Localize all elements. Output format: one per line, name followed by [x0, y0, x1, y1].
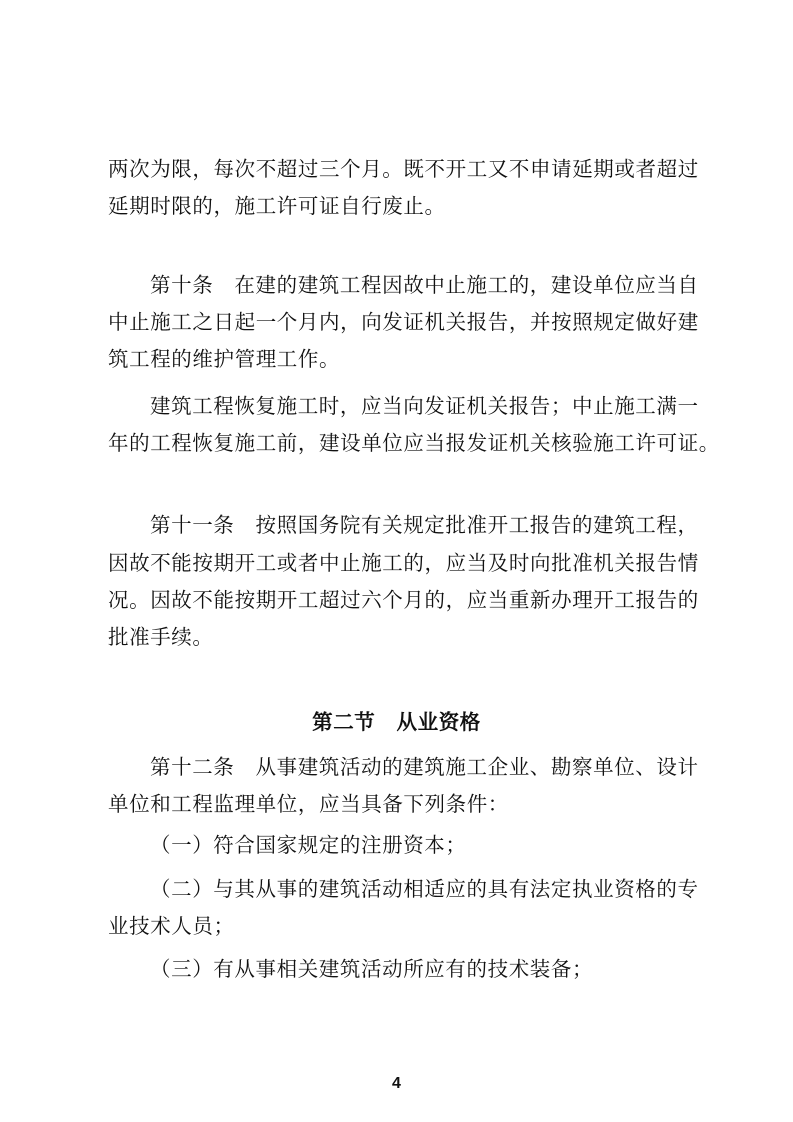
text-line: 因故不能按期开工或者中止施工的，应当及时向批准机关报告情 [108, 551, 699, 575]
list-item: （二）与其从事的建筑活动相适应的具有法定执业资格的专 [150, 877, 699, 901]
text-line: 况。因故不能按期开工超过六个月的，应当重新办理开工报告的 [108, 588, 699, 612]
text-line: 批准手续。 [108, 625, 214, 649]
text-line: 建筑工程恢复施工时，应当向发证机关报告；中止施工满一 [150, 394, 699, 418]
text-line: 中止施工之日起一个月内，向发证机关报告，并按照规定做好建 [108, 310, 699, 334]
text-line: 年的工程恢复施工前，建设单位应当报发证机关核验施工许可证。 [108, 431, 720, 455]
text-line: 两次为限，每次不超过三个月。既不开工又不申请延期或者超过 [108, 157, 699, 181]
article-10-title-line: 第十条 在建的建筑工程因故中止施工的，建设单位应当自 [150, 273, 699, 297]
list-item: （一）符合国家规定的注册资本； [150, 833, 467, 857]
article-11-title-line: 第十一条 按照国务院有关规定批准开工报告的建筑工程， [150, 513, 699, 537]
page-number: 4 [392, 1075, 401, 1092]
text-line: 筑工程的维护管理工作。 [108, 347, 341, 371]
text-line: 单位和工程监理单位，应当具备下列条件： [108, 792, 509, 816]
list-item: （三）有从事相关建筑活动所应有的技术装备； [150, 957, 594, 981]
article-12-title-line: 第十二条 从事建筑活动的建筑施工企业、勘察单位、设计 [150, 755, 699, 779]
section-heading: 第二节 从业资格 [312, 710, 481, 734]
text-line: 延期时限的，施工许可证自行废止。 [108, 194, 446, 218]
text-line: 业技术人员； [108, 914, 235, 938]
